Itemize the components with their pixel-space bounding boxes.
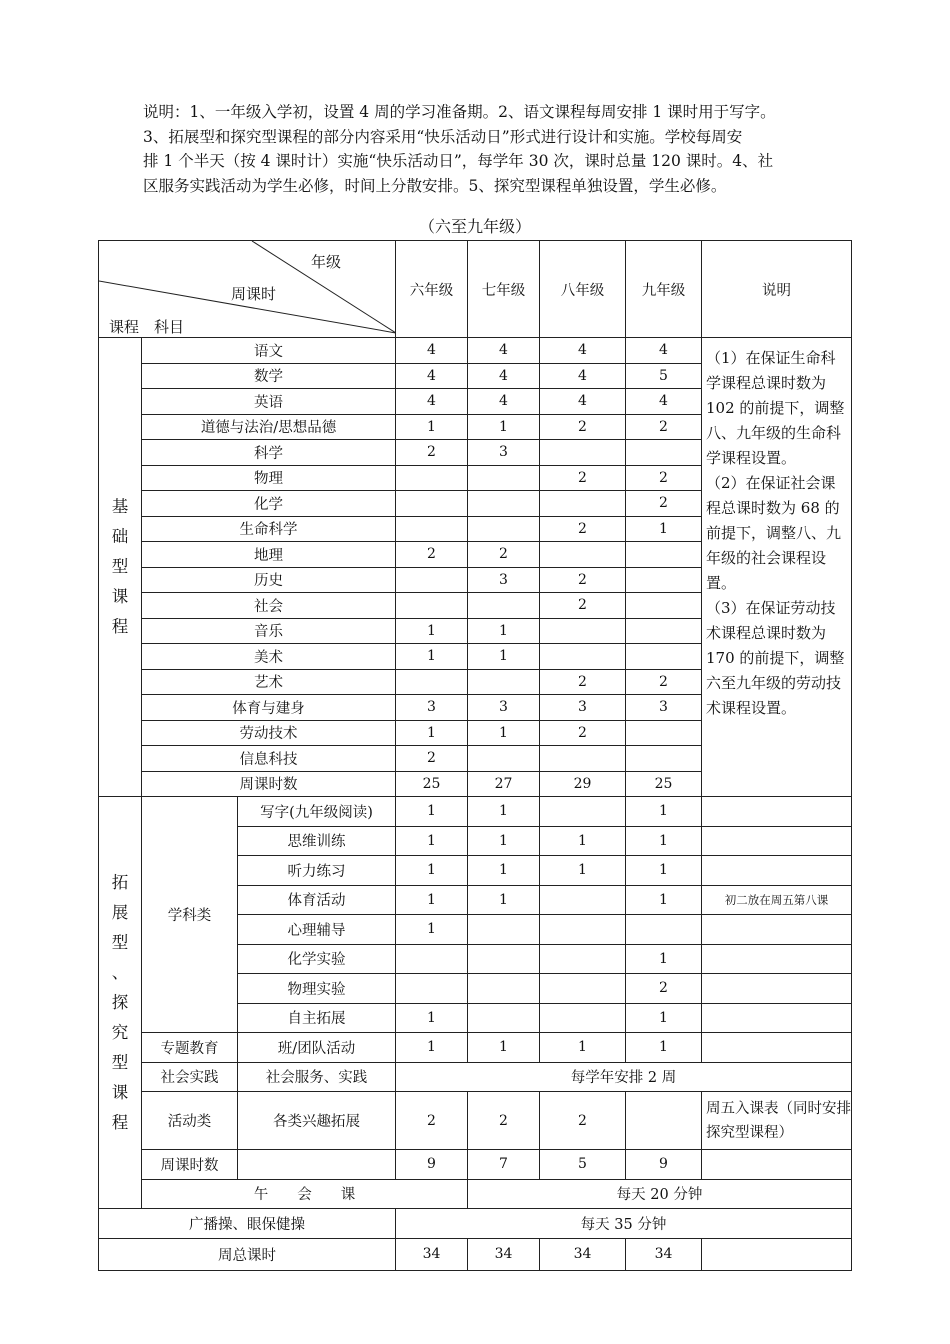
value-cell — [540, 885, 626, 915]
grand-total-label: 周总课时 — [99, 1238, 396, 1270]
subject-cell: 化学实验 — [238, 944, 396, 974]
remark-cell — [702, 856, 852, 886]
value-cell: 29 — [540, 771, 626, 797]
value-cell — [396, 465, 468, 491]
value-cell: 1 — [396, 797, 468, 827]
header-course-subject-label: 课程 科目 — [109, 318, 185, 336]
remark-cell — [702, 1238, 852, 1270]
value-cell: 9 — [626, 1150, 702, 1180]
remark-cell — [702, 826, 852, 856]
value-cell: 2 — [396, 440, 468, 466]
value-cell: 9 — [396, 1150, 468, 1180]
value-cell — [468, 915, 540, 945]
subject-cell: 艺术 — [142, 669, 396, 695]
value-cell: 34 — [396, 1238, 468, 1270]
remark-cell: 周五入课表（同时安排探究型课程） — [702, 1092, 852, 1150]
basic-note-3: （3）在保证劳动技术课程总课时数为 170 的前提下，调整六至九年级的劳动技术课程设置。 — [706, 599, 845, 717]
value-cell: 1 — [396, 856, 468, 886]
exercise-label: 广播操、眼保健操 — [99, 1209, 396, 1239]
value-cell — [540, 618, 626, 644]
value-cell: 1 — [626, 797, 702, 827]
grand-total-row — [99, 1238, 852, 1270]
value-cell: 3 — [468, 695, 540, 721]
value-cell: 4 — [468, 363, 540, 389]
value-cell: 3 — [468, 567, 540, 593]
subject-cell: 化学 — [142, 491, 396, 517]
group-cell: 社会实践 — [142, 1062, 238, 1092]
value-cell — [396, 516, 468, 542]
value-cell: 1 — [396, 618, 468, 644]
value-cell: 1 — [468, 644, 540, 670]
value-cell — [626, 542, 702, 568]
value-cell — [540, 542, 626, 568]
header-weekly-hours-label: 周课时 — [231, 285, 277, 303]
value-cell: 1 — [468, 414, 540, 440]
intro-line: 3、拓展型和探究型课程的部分内容采用“快乐活动日”形式进行设计和实施。学校每周安 — [143, 127, 743, 146]
value-cell: 3 — [626, 695, 702, 721]
subject-cell: 生命科学 — [142, 516, 396, 542]
value-cell: 1 — [396, 885, 468, 915]
value-cell — [626, 567, 702, 593]
remark-cell — [702, 1003, 852, 1033]
value-cell: 2 — [540, 669, 626, 695]
subject-cell: 思维训练 — [238, 826, 396, 856]
value-cell — [468, 491, 540, 517]
value-cell — [468, 465, 540, 491]
extended-total-row — [99, 1150, 852, 1180]
subject-cell: 体育活动 — [238, 885, 396, 915]
value-cell: 2 — [540, 567, 626, 593]
value-cell: 1 — [468, 856, 540, 886]
value-cell — [626, 440, 702, 466]
basic-category-cell: 基 础 型 课 程 — [99, 338, 142, 797]
value-cell: 1 — [540, 856, 626, 886]
value-cell: 1 — [396, 1033, 468, 1063]
table-caption: （六至九年级） — [418, 217, 531, 236]
subject-cell: 自主拓展 — [238, 1003, 396, 1033]
header-row — [99, 241, 852, 338]
value-cell: 4 — [540, 338, 626, 364]
value-cell — [540, 974, 626, 1004]
value-cell: 1 — [626, 516, 702, 542]
value-cell — [468, 669, 540, 695]
table-row — [99, 1092, 852, 1150]
header-grade-6: 六年级 — [396, 241, 468, 338]
value-cell: 1 — [396, 644, 468, 670]
group-cell: 活动类 — [142, 1092, 238, 1150]
value-cell — [468, 974, 540, 1004]
value-cell — [540, 440, 626, 466]
value-cell: 4 — [468, 338, 540, 364]
noon-meeting-value: 每天 20 分钟 — [468, 1179, 852, 1209]
value-cell — [396, 593, 468, 619]
subject-group-cell: 学科类 — [142, 797, 238, 1033]
value-cell: 7 — [468, 1150, 540, 1180]
subject-cell: 周课时数 — [142, 771, 396, 797]
basic-note-1: （1）在保证生命科学课程总课时数为 102 的前提下，调整八、九年级的生命科学课程设置。 — [706, 349, 845, 467]
group-cell: 周课时数 — [142, 1150, 238, 1180]
value-cell: 1 — [540, 1033, 626, 1063]
subject-cell: 信息科技 — [142, 746, 396, 772]
subject-cell: 数学 — [142, 363, 396, 389]
value-cell: 1 — [468, 797, 540, 827]
table-row — [99, 1062, 852, 1092]
group-cell: 专题教育 — [142, 1033, 238, 1063]
value-cell — [540, 491, 626, 517]
value-cell: 2 — [540, 1092, 626, 1150]
remark-cell — [702, 1150, 852, 1180]
value-cell: 2 — [626, 414, 702, 440]
basic-notes-cell — [702, 338, 852, 797]
value-cell: 2 — [468, 1092, 540, 1150]
value-cell: 1 — [626, 1033, 702, 1063]
remark-cell — [702, 915, 852, 945]
subject-cell: 物理 — [142, 465, 396, 491]
value-cell — [626, 1092, 702, 1150]
value-cell: 1 — [468, 720, 540, 746]
value-cell: 2 — [540, 720, 626, 746]
value-cell — [540, 944, 626, 974]
value-cell: 2 — [540, 414, 626, 440]
value-cell: 1 — [626, 1003, 702, 1033]
value-cell: 34 — [540, 1238, 626, 1270]
subject-cell: 美术 — [142, 644, 396, 670]
subject-cell: 体育与建身 — [142, 695, 396, 721]
extended-category-cell: 拓 展 型 、 探 究 型 课 程 — [99, 797, 142, 1209]
intro-line: 排 1 个半天（按 4 课时计）实施“快乐活动日”，每学年 30 次，课时总量 120 课时。4、社 — [143, 152, 774, 171]
subject-cell: 听力练习 — [238, 856, 396, 886]
value-cell: 1 — [396, 720, 468, 746]
value-cell — [396, 491, 468, 517]
value-cell — [396, 567, 468, 593]
value-cell — [540, 644, 626, 670]
subject-cell: 科学 — [142, 440, 396, 466]
schedule-table — [98, 240, 852, 1271]
value-cell: 1 — [626, 885, 702, 915]
remark-cell — [702, 944, 852, 974]
value-cell — [626, 593, 702, 619]
value-cell: 2 — [396, 1092, 468, 1150]
value-cell: 5 — [626, 363, 702, 389]
value-cell: 5 — [540, 1150, 626, 1180]
value-cell: 2 — [626, 669, 702, 695]
value-cell: 3 — [468, 440, 540, 466]
remark-cell — [702, 797, 852, 827]
intro-paragraph — [143, 100, 813, 198]
value-cell: 2 — [626, 465, 702, 491]
value-cell: 2 — [540, 465, 626, 491]
table-row — [99, 797, 852, 827]
noon-meeting-row — [99, 1179, 852, 1209]
value-cell: 2 — [540, 516, 626, 542]
value-cell: 4 — [626, 338, 702, 364]
intro-line: 区服务实践活动为学生必修，时间上分散安排。5、探究型课程单独设置，学生必修。 — [143, 176, 727, 195]
value-cell: 2 — [468, 542, 540, 568]
remark-cell — [702, 1033, 852, 1063]
table-row — [99, 338, 852, 364]
value-cell: 4 — [396, 363, 468, 389]
value-cell — [540, 1003, 626, 1033]
subject-cell: 地理 — [142, 542, 396, 568]
value-cell: 1 — [396, 826, 468, 856]
value-cell — [468, 746, 540, 772]
value-cell — [626, 915, 702, 945]
value-cell: 4 — [396, 389, 468, 415]
exercise-value: 每天 35 分钟 — [396, 1209, 852, 1239]
value-cell — [626, 644, 702, 670]
span-value-cell: 每学年安排 2 周 — [396, 1062, 852, 1092]
subject-cell: 各类兴趣拓展 — [238, 1092, 396, 1150]
value-cell: 1 — [468, 826, 540, 856]
value-cell: 3 — [540, 695, 626, 721]
value-cell: 2 — [540, 593, 626, 619]
value-cell: 2 — [626, 974, 702, 1004]
header-grade-label: 年级 — [311, 253, 342, 271]
value-cell: 2 — [626, 491, 702, 517]
value-cell: 4 — [626, 389, 702, 415]
header-remark: 说明 — [702, 241, 852, 338]
basic-note-2: （2）在保证社会课程总课时数为 68 的前提下，调整八、九年级的社会课程设置。 — [706, 474, 842, 592]
value-cell: 1 — [540, 826, 626, 856]
value-cell — [540, 746, 626, 772]
value-cell — [626, 720, 702, 746]
value-cell: 4 — [540, 389, 626, 415]
value-cell: 2 — [396, 542, 468, 568]
remark-cell — [702, 974, 852, 1004]
value-cell: 1 — [626, 856, 702, 886]
value-cell — [540, 915, 626, 945]
value-cell: 3 — [396, 695, 468, 721]
value-cell: 1 — [396, 414, 468, 440]
value-cell — [626, 746, 702, 772]
noon-meeting-label: 午 会 课 — [142, 1179, 468, 1209]
value-cell: 4 — [540, 363, 626, 389]
value-cell — [396, 974, 468, 1004]
subject-cell: 班/团队活动 — [238, 1033, 396, 1063]
header-grade-9: 九年级 — [626, 241, 702, 338]
value-cell — [396, 944, 468, 974]
header-grade-8: 八年级 — [540, 241, 626, 338]
value-cell — [468, 516, 540, 542]
value-cell — [468, 593, 540, 619]
value-cell — [396, 669, 468, 695]
subject-cell: 英语 — [142, 389, 396, 415]
value-cell: 1 — [626, 944, 702, 974]
value-cell: 1 — [468, 1033, 540, 1063]
value-cell: 1 — [468, 618, 540, 644]
remark-cell: 初二放在周五第八课 — [702, 885, 852, 915]
value-cell: 1 — [396, 1003, 468, 1033]
subject-cell: 社会 — [142, 593, 396, 619]
subject-cell: 社会服务、实践 — [238, 1062, 396, 1092]
diagonal-header-cell — [99, 241, 396, 338]
subject-cell: 心理辅导 — [238, 915, 396, 945]
header-grade-7: 七年级 — [468, 241, 540, 338]
table-row — [99, 1033, 852, 1063]
value-cell: 27 — [468, 771, 540, 797]
value-cell: 34 — [626, 1238, 702, 1270]
subject-cell: 历史 — [142, 567, 396, 593]
value-cell — [626, 618, 702, 644]
value-cell: 25 — [626, 771, 702, 797]
value-cell: 1 — [626, 826, 702, 856]
value-cell: 25 — [396, 771, 468, 797]
value-cell: 1 — [468, 885, 540, 915]
value-cell: 4 — [468, 389, 540, 415]
subject-cell — [238, 1150, 396, 1180]
value-cell: 2 — [396, 746, 468, 772]
exercise-row — [99, 1209, 852, 1239]
value-cell: 1 — [396, 915, 468, 945]
value-cell — [468, 1003, 540, 1033]
subject-cell: 写字(九年级阅读) — [238, 797, 396, 827]
subject-cell: 劳动技术 — [142, 720, 396, 746]
value-cell — [468, 944, 540, 974]
value-cell — [540, 797, 626, 827]
subject-cell: 道德与法治/思想品德 — [142, 414, 396, 440]
subject-cell: 语文 — [142, 338, 396, 364]
value-cell: 34 — [468, 1238, 540, 1270]
intro-line: 说明：1、一年级入学初，设置 4 周的学习准备期。2、语文课程每周安排 1 课时用于写字。 — [143, 103, 776, 121]
value-cell: 4 — [396, 338, 468, 364]
subject-cell: 音乐 — [142, 618, 396, 644]
subject-cell: 物理实验 — [238, 974, 396, 1004]
